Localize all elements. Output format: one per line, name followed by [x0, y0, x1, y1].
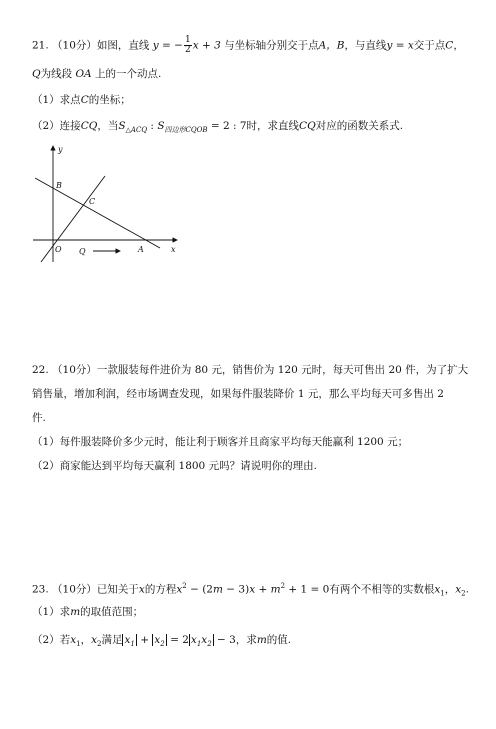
q23-dot: .	[465, 583, 469, 596]
q23-x1-sub: 1	[440, 589, 445, 598]
q21-part2-b: ，当	[97, 120, 119, 132]
q23-p2-x1: x	[70, 634, 77, 646]
q23-abs-prod-x1: x	[190, 634, 197, 646]
q21-q: Q	[32, 68, 41, 80]
line-y-eq-x	[41, 176, 105, 262]
q21-area2-s: S	[157, 120, 165, 132]
q23-part2-b: 满足	[101, 634, 123, 646]
q23-eq-m2: m	[270, 583, 281, 596]
q21-ratio: = 2 : 7	[207, 120, 247, 132]
q21-part1-a: （1）求点	[32, 94, 81, 106]
q23-x2-sub: 2	[461, 589, 466, 598]
q23-eq-c: − 3)	[222, 583, 250, 596]
q23-p2-x2-sub: 2	[97, 640, 102, 649]
q23-abs-x2-sub: 2	[160, 640, 165, 649]
q23-line1	[32, 578, 469, 602]
q23-part2-m: m	[256, 634, 267, 646]
q23-abs-x2-x: x	[154, 634, 161, 646]
q21-part2-c: 时，求直线	[246, 120, 300, 132]
q21-frac-num: 1	[184, 35, 191, 45]
q23-mid: 的方程	[144, 583, 177, 596]
label-y: y	[58, 145, 63, 154]
q23-eq-x: x	[249, 583, 256, 596]
q22-part1: （1）每件服装降价多少元时，能让利于顾客并且商家平均每天能赢利 1200 元；	[32, 436, 409, 448]
q21-eq-rhs: x + 3	[192, 39, 221, 52]
q21-part2-a: （2）连接	[32, 120, 81, 132]
q23-number: 23.	[32, 583, 49, 596]
q23-abs-x2	[152, 634, 166, 649]
q23-x1: x	[434, 583, 441, 596]
q22-line2: 销售量，增加利润，经市场调查发现，如果每件服装降价 1 元，那么平均每天可多售出 2	[32, 388, 444, 400]
q21-part1	[32, 92, 131, 108]
q23-part2	[32, 632, 291, 652]
q21-mid3: 交于点	[413, 39, 446, 52]
q21-score: （10分）	[52, 39, 97, 52]
q21-fraction	[184, 36, 192, 55]
q21-eq2: y = x	[386, 39, 414, 52]
q22-part2: （2）商家能达到平均每天赢利 1800 元吗？请说明你的理由.	[32, 460, 317, 472]
q21-area1-s: S	[118, 120, 126, 132]
q23-part2-a: （2）若	[32, 634, 71, 646]
q21-end1: ，	[453, 39, 464, 52]
q21-figure	[25, 140, 185, 265]
q23-end: 有两个不相等的实数根	[329, 583, 435, 596]
label-x: x	[171, 245, 176, 254]
q23-sup-m: 2	[280, 582, 286, 590]
q21-area1-sub: △ACQ	[125, 126, 148, 135]
q21-part2-d: 对应的函数关系式.	[315, 120, 404, 132]
q21-area1	[118, 120, 148, 135]
q23-eq-b: − (2	[186, 583, 213, 596]
label-o: O	[55, 245, 62, 254]
label-q: Q	[79, 247, 86, 256]
q21-area2-sub: 四边形CQOB	[164, 126, 208, 135]
line-ab	[35, 178, 160, 248]
q23-abs-x1x2	[189, 634, 214, 649]
q21-area2	[157, 120, 208, 135]
q21-mid2: ，与直线	[344, 39, 387, 52]
q21-part1-end: 的坐标；	[88, 94, 131, 106]
q21-pt-c: C	[445, 39, 454, 52]
q23-abs-prod-x2: x	[201, 634, 208, 646]
q23-part2-e: − 3	[213, 634, 236, 646]
q22-line1: 22. （10分）一款服装每件进价为 80 元，销售价为 120 元时，每天可售出 20 件，为了扩大	[32, 364, 469, 376]
label-b: B	[56, 181, 62, 190]
q23-part1-m: m	[70, 606, 81, 618]
q23-part1-b: 的取值范围；	[80, 606, 144, 618]
q22-line3: 件.	[32, 412, 46, 424]
q21-oa: OA	[75, 68, 92, 80]
q21-number: 21.	[32, 39, 49, 52]
q23-eq-e: + 1 = 0	[285, 583, 330, 596]
q23-abs-x1-x: x	[124, 634, 131, 646]
q21-part2-cq: CQ	[80, 120, 98, 132]
q21-part1-c: C	[80, 94, 89, 106]
q21-mid: 与坐标轴分别交于点	[224, 39, 319, 52]
q21-line2-a: 为线段	[40, 68, 73, 80]
q21-line2-b: 上的一个动点.	[95, 68, 162, 80]
q23-p2-x2: x	[91, 634, 97, 646]
q21-pts: A，B	[318, 39, 345, 52]
q21-part2	[32, 118, 403, 138]
q23-part2-f: ，求	[235, 634, 257, 646]
q23-score: （10分）已知关于	[52, 583, 139, 596]
q23-x2: x	[455, 583, 462, 596]
q23-eq-m: m	[212, 583, 223, 596]
q23-sep: ，	[444, 583, 456, 596]
q23-abs-prod-x2-sub: 2	[207, 640, 212, 649]
q21-colon: :	[147, 120, 158, 132]
q21-line2	[32, 66, 161, 82]
q23-p2-x1-sub: 1	[76, 640, 81, 649]
q23-eq-a: x	[176, 583, 183, 596]
label-c: C	[89, 197, 96, 206]
q21-frac-den: 2	[184, 45, 191, 55]
q23-abs-x1	[122, 634, 136, 649]
q23-part2-d: = 2	[166, 634, 189, 646]
q23-abs-prod-x1-sub: 1	[196, 640, 202, 649]
q23-p2-sep: ，	[80, 634, 92, 646]
q21-part2-cq2: CQ	[299, 120, 316, 132]
q23-abs-x1-sub: 1	[130, 640, 135, 649]
q21-eq-lhs: y = −	[152, 39, 183, 52]
q23-x: x	[138, 583, 145, 596]
q21-line1	[32, 36, 464, 55]
q23-eq-d: +	[255, 583, 271, 596]
q23-part1-a: （1）求	[32, 606, 71, 618]
q23-sup-a: 2	[182, 582, 187, 590]
q23-part2-c: +	[136, 634, 153, 646]
q23-part2-g: 的值.	[266, 634, 292, 646]
q23-part1	[32, 604, 143, 620]
q21-intro: 如图，直线	[96, 39, 150, 52]
label-a: A	[138, 245, 144, 254]
